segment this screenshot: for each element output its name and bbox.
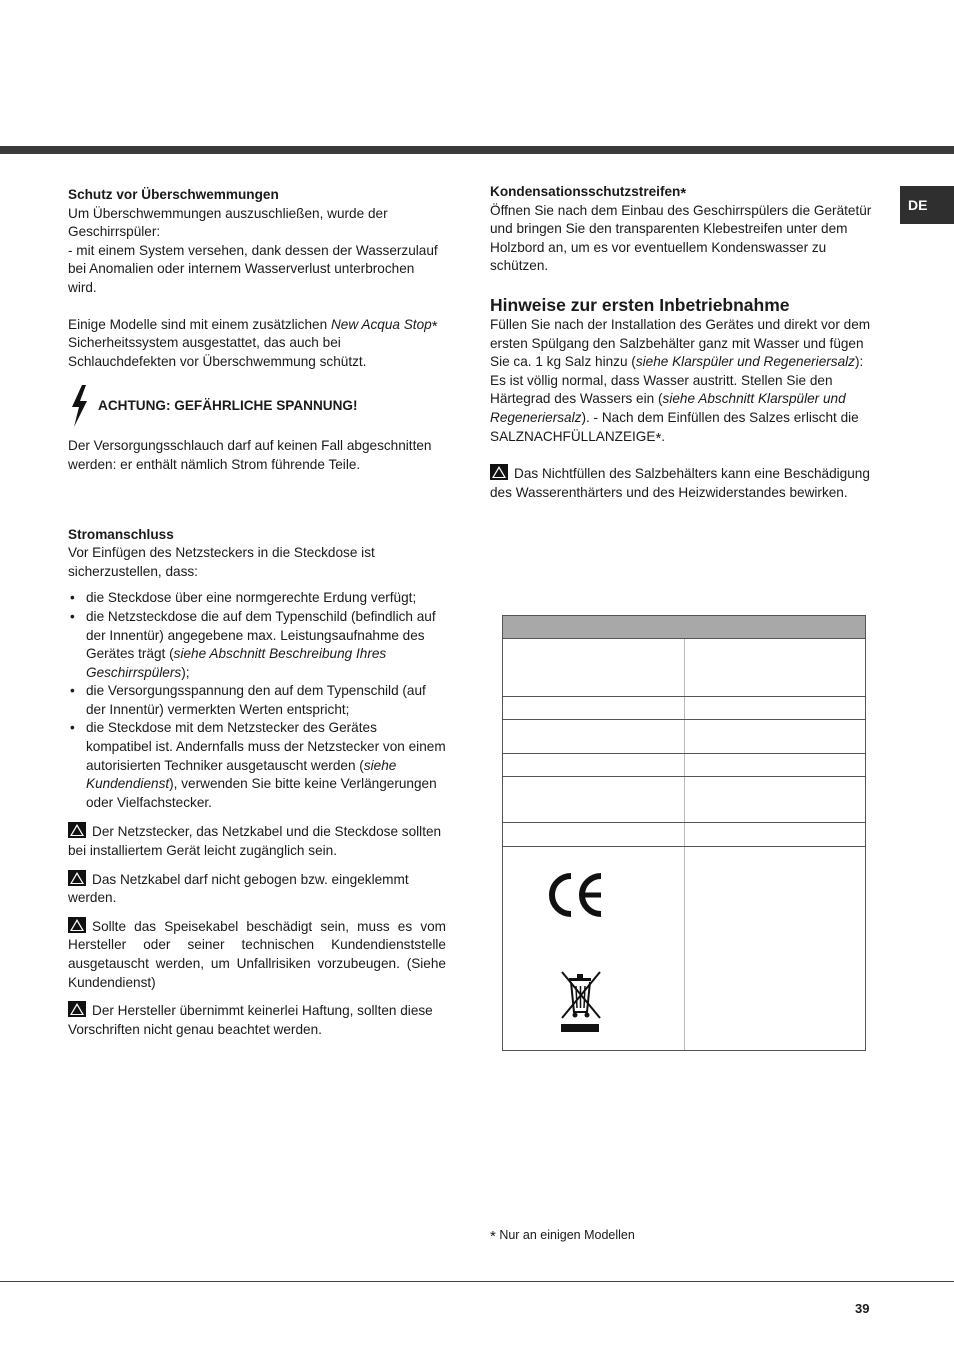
text-run: Einige Modelle sind mit einem zusätzlichen xyxy=(68,316,331,332)
flood-paragraph-2: - mit einem System versehen, dank dessen der Wasserzulauf bei Anomalien oder internem Wasserverlust unterbrochen wird. xyxy=(68,242,438,295)
warning-text: Der Hersteller übernimmt keinerlei Haftung, sollten diese Vorschriften nicht genau beachtet werden. xyxy=(68,1003,433,1037)
power-requirements-list xyxy=(68,589,446,812)
footnote-text: Nur an einigen Modellen xyxy=(495,1228,635,1242)
warning-note-1 xyxy=(68,822,446,860)
flood-paragraph-1: Um Überschwemmungen auszuschließen, wurde der Geschirrspüler: xyxy=(68,205,388,240)
right-column xyxy=(490,183,872,502)
warning-note-2 xyxy=(68,870,446,908)
warning-text: Das Netzkabel darf nicht gebogen bzw. eingeklemmt werden. xyxy=(68,871,409,906)
text-run: Sicherheitssystem ausgestattet, das auch bei Schlauchdefekten vor Überschwemmung schützt. xyxy=(68,335,367,369)
text-run: ). - Nach dem Einfüllen des Salzes erlischt die SALZNACHFÜLLANZEIGE xyxy=(490,409,859,444)
table-header-row xyxy=(503,616,865,639)
text-run: Füllen Sie nach der Installation des Gerätes und direkt vor dem ersten Spülgang den Salzbehälter ganz mit Wasser und fügen Sie ca. 1 kg Salz hinzu ( xyxy=(490,316,871,370)
warning-triangle-icon xyxy=(68,870,86,886)
ce-mark-icon xyxy=(547,872,605,918)
warning-triangle-icon xyxy=(68,822,86,838)
list-item: • die Steckdose über eine normgerechte Erdung verfügt; xyxy=(68,589,446,608)
column-divider xyxy=(684,639,685,1050)
weee-crossed-bin-icon xyxy=(559,968,603,1034)
salt-warning xyxy=(490,464,872,502)
warning-triangle-icon xyxy=(68,917,86,933)
first-use-heading: Hinweise zur ersten Inbetriebnahme xyxy=(490,294,790,315)
asterisk: * xyxy=(680,185,687,202)
text-run: die Netzsteckdose die auf dem Typenschild (befindlich auf der Innentür) angegebene max. Leistungsaufnahme des Gerätes trägt ( xyxy=(86,608,436,662)
condensation-heading xyxy=(490,183,872,202)
list-item xyxy=(68,608,446,682)
text-run: ); xyxy=(181,664,190,680)
condensation-text: Öffnen Sie nach dem Einbau des Geschirrspülers die Gerätetür und bringen Sie den transparenten Klebestreifen unter dem Holzbord an, um es vor eventuellem Kondenswasser zu schützen. xyxy=(490,202,872,274)
power-intro: Vor Einfügen des Netzsteckers in die Steckdose ist sicherzustellen, dass: xyxy=(68,545,375,579)
language-tab: DE xyxy=(900,186,954,224)
text-run: die Steckdose mit dem Netzstecker des Gerätes kompatibel ist. Andernfalls muss der Netzstecker von einem autorisierten Techniker ausgetauscht werden ( xyxy=(86,720,446,773)
italic-run: siehe Klarspüler und Regeneriersalz xyxy=(635,354,855,370)
italic-run: siehe Abschnitt Beschreibung Ihres Geschirrspülers xyxy=(86,646,387,680)
table-row-divider xyxy=(503,776,865,777)
power-heading: Stromanschluss xyxy=(68,526,174,542)
asterisk: * xyxy=(431,317,438,335)
warning-triangle-icon xyxy=(490,464,508,480)
list-item: • die Versorgungsspannung den auf dem Typenschild (auf der Innentür) vermerkten Werten entspricht; xyxy=(68,682,446,719)
page-number: 39 xyxy=(855,1301,870,1316)
italic-run: New Acqua Stop xyxy=(330,316,432,332)
flood-heading: Schutz vor Überschwemmungen xyxy=(68,187,279,202)
danger-title: ACHTUNG: GEFÄHRLICHE SPANNUNG! xyxy=(98,398,358,414)
italic-run: siehe Kundendienst xyxy=(86,757,397,792)
italic-run: siehe Abschnitt Klarspüler und Regeneriersalz xyxy=(490,391,846,425)
technical-data-table xyxy=(502,615,866,1051)
danger-warning xyxy=(68,385,446,427)
warning-text: Sollte das Speisekabel beschädigt sein, muss es vom Hersteller oder seiner technischen Kundendienststelle ausgetauscht werden, um Unfallrisiken vorzubeugen. (Siehe Kundendienst) xyxy=(68,918,446,990)
lightning-bolt-icon xyxy=(68,385,90,427)
heading-text: Kondensationsschutzstreifen xyxy=(490,184,681,199)
warning-text: Das Nichtfüllen des Salzbehälters kann eine Beschädigung des Wasserenthärters und des Heizwiderstandes bewirken. xyxy=(490,466,870,500)
table-row-divider xyxy=(503,696,865,697)
warning-text: Der Netzstecker, das Netzkabel und die Steckdose sollten bei installiertem Gerät leicht zugänglich sein. xyxy=(68,824,442,859)
text-run: . xyxy=(661,428,666,444)
table-row-divider xyxy=(503,753,865,754)
top-bar xyxy=(0,146,954,154)
bottom-rule xyxy=(0,1281,954,1282)
list-item xyxy=(68,719,446,812)
table-row-divider xyxy=(503,822,865,823)
left-column xyxy=(68,186,446,1039)
warning-note-3 xyxy=(68,917,446,992)
text-run: ): Es ist völlig normal, dass Wasser austritt. Stellen Sie den Härtegrad des Wassers ein ( xyxy=(490,354,864,407)
danger-text: Der Versorgungsschlauch darf auf keinen Fall abgeschnitten werden: er enthält nämlich Strom führende Teile. xyxy=(68,438,432,472)
flood-paragraph-3 xyxy=(68,316,446,372)
table-row-divider xyxy=(503,846,865,847)
text-run: ), verwenden Sie bitte keine Verlängerungen oder Vielfachstecker. xyxy=(86,776,437,810)
warning-note-4 xyxy=(68,1001,446,1039)
first-use-text xyxy=(490,316,872,446)
table-row-divider xyxy=(503,719,865,720)
asterisk: * xyxy=(655,429,662,447)
asterisk: * xyxy=(490,1228,496,1245)
footnote xyxy=(490,1226,635,1245)
warning-triangle-icon xyxy=(68,1001,86,1017)
